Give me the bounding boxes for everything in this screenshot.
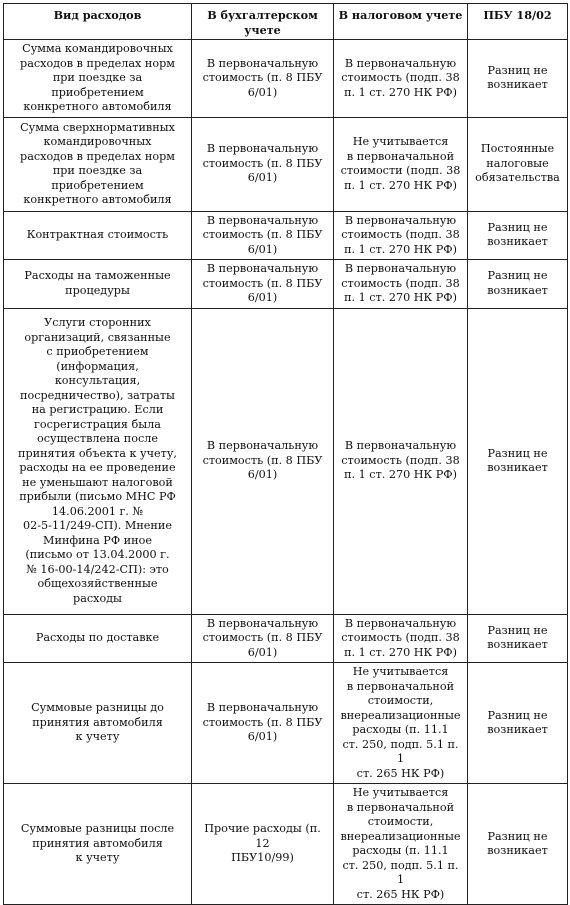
cell-pbu: Разниц не возникает	[468, 663, 568, 784]
cell-expense-type: Контрактная стоимость	[4, 211, 192, 260]
cell-pbu: Разниц не возникает	[468, 614, 568, 663]
table-row	[4, 260, 568, 309]
cell-tax: В первоначальную стоимость (подп. 38 п. 1 ст. 270 НК РФ)	[334, 211, 468, 260]
cell-pbu: Разниц не возникает	[468, 260, 568, 309]
cell-accounting: В первоначальную стоимость (п. 8 ПБУ 6/01)	[192, 663, 334, 784]
cell-accounting: В первоначальную стоимость (п. 8 ПБУ 6/01)	[192, 117, 334, 211]
table-row	[4, 663, 568, 784]
table-row	[4, 211, 568, 260]
cell-pbu: Разниц не возникает	[468, 784, 568, 905]
cell-accounting: В первоначальную стоимость (п. 8 ПБУ 6/01)	[192, 260, 334, 309]
cell-pbu: Постоянные налоговые обязательства	[468, 117, 568, 211]
header-pbu: ПБУ 18/02	[468, 4, 568, 40]
cell-expense-type: Сумма сверхнормативных командировочных расходов в пределах норм при поездке за приобретением конкретного автомобиля	[4, 117, 192, 211]
cell-tax: В первоначальную стоимость (подп. 38 п. 1 ст. 270 НК РФ)	[334, 614, 468, 663]
table-row	[4, 117, 568, 211]
cell-accounting: В первоначальную стоимость (п. 8 ПБУ 6/01)	[192, 308, 334, 614]
cell-tax: В первоначальную стоимость (подп. 38 п. 1 ст. 270 НК РФ)	[334, 260, 468, 309]
cell-expense-type: Услуги сторонних организаций, связанные с приобретением (информация, консультация, посредничество), затраты на регистрацию. Если госрегистрация была осуществлена после принятия объекта к учету, расходы на ее проведение не уменьшают налоговой прибыли (письмо МНС РФ 14.06.2001 г. № 02-5-11/249-СП). Мнение Минфина РФ иное (письмо от 13.04.2000 г. № 16-00-14/242-СП): это общехозяйственные расходы	[4, 308, 192, 614]
cell-expense-type: Суммовые разницы до принятия автомобиля к учету	[4, 663, 192, 784]
header-accounting: В бухгалтерском учете	[192, 4, 334, 40]
cell-accounting: В первоначальную стоимость (п. 8 ПБУ 6/01)	[192, 614, 334, 663]
table-row	[4, 40, 568, 118]
cell-accounting: Прочие расходы (п. 12 ПБУ10/99)	[192, 784, 334, 905]
cell-expense-type: Расходы по доставке	[4, 614, 192, 663]
table-row	[4, 784, 568, 905]
header-row	[4, 4, 568, 40]
cell-expense-type: Расходы на таможенные процедуры	[4, 260, 192, 309]
cell-pbu: Разниц не возникает	[468, 40, 568, 118]
table-row	[4, 308, 568, 614]
cell-tax: Не учитывается в первоначальной стоимости (подп. 38 п. 1 ст. 270 НК РФ)	[334, 117, 468, 211]
cell-tax: Не учитывается в первоначальной стоимости, внереализационные расходы (п. 11.1 ст. 250, подп. 5.1 п. 1 ст. 265 НК РФ)	[334, 784, 468, 905]
cell-tax: В первоначальную стоимость (подп. 38 п. 1 ст. 270 НК РФ)	[334, 308, 468, 614]
table-row	[4, 614, 568, 663]
cell-expense-type: Сумма командировочных расходов в пределах норм при поездке за приобретением конкретного автомобиля	[4, 40, 192, 118]
cell-pbu: Разниц не возникает	[468, 308, 568, 614]
cell-pbu: Разниц не возникает	[468, 211, 568, 260]
expenses-table	[3, 3, 568, 905]
cell-accounting: В первоначальную стоимость (п. 8 ПБУ 6/01)	[192, 211, 334, 260]
header-tax: В налоговом учете	[334, 4, 468, 40]
cell-accounting: В первоначальную стоимость (п. 8 ПБУ 6/01)	[192, 40, 334, 118]
cell-tax: В первоначальную стоимость (подп. 38 п. 1 ст. 270 НК РФ)	[334, 40, 468, 118]
cell-expense-type: Суммовые разницы после принятия автомобиля к учету	[4, 784, 192, 905]
cell-tax: Не учитывается в первоначальной стоимости, внереализационные расходы (п. 11.1 ст. 250, подп. 5.1 п. 1 ст. 265 НК РФ)	[334, 663, 468, 784]
header-expense-type: Вид расходов	[4, 4, 192, 40]
